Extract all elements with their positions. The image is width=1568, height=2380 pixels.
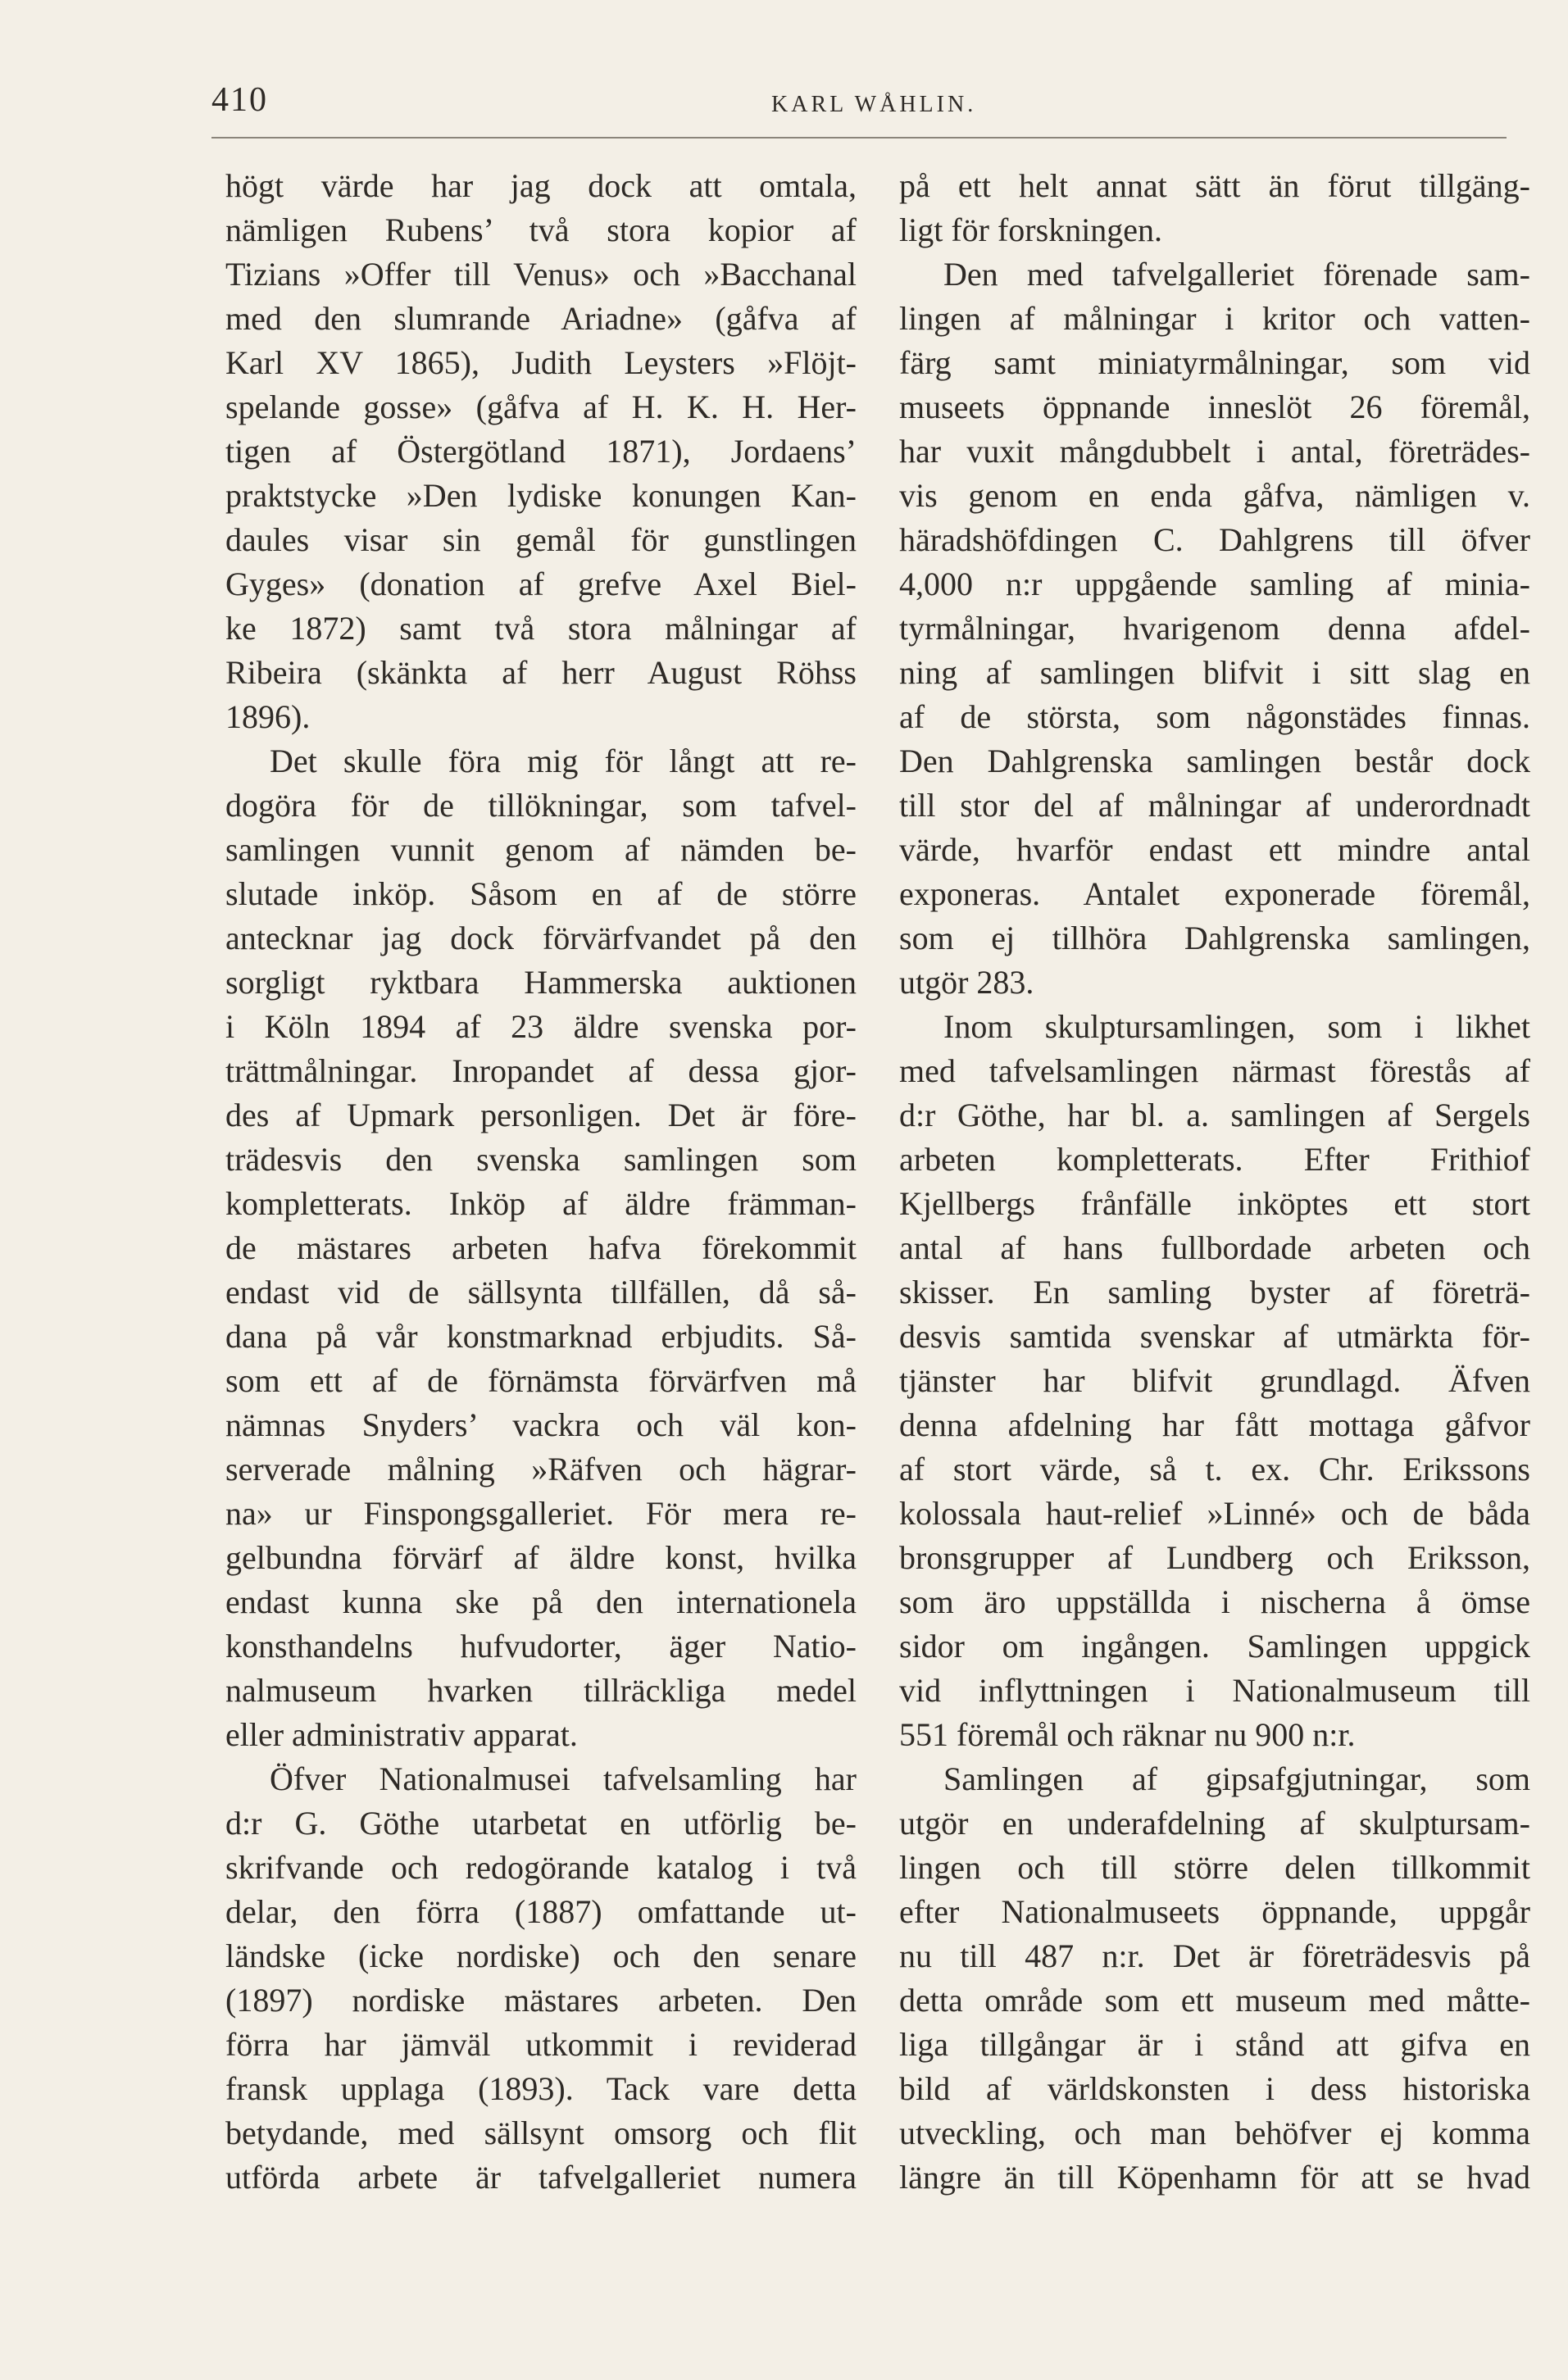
text-line: Samlingen af gipsafgjutningar, som bbox=[943, 1760, 1530, 1797]
text-line: ligt för forskningen. bbox=[899, 211, 1163, 248]
text-line: samlingen vunnit genom af nämden be- bbox=[225, 831, 857, 868]
text-line: ländske (icke nordiske) och den senare bbox=[225, 1937, 857, 1974]
text-line: Tizians »Offer till Venus» och »Bacchanal bbox=[225, 256, 857, 293]
left-column bbox=[225, 164, 857, 2200]
text-line: på ett helt annat sätt än förut tillgäng- bbox=[899, 167, 1530, 204]
page-header bbox=[211, 80, 1507, 138]
text-line: vid inflyttningen i Nationalmuseum till bbox=[899, 1672, 1530, 1709]
text-line: ke 1872) samt två stora målningar af bbox=[225, 610, 857, 647]
text-line: na» ur Finspongsgalleriet. För mera re- bbox=[225, 1495, 857, 1532]
text-line: bild af världskonsten i dess historiska bbox=[899, 2070, 1530, 2107]
text-line: nämligen Rubens’ två stora kopior af bbox=[225, 211, 857, 248]
text-line: bronsgrupper af Lundberg och Eriksson, bbox=[899, 1539, 1530, 1576]
text-line: värde, hvarför endast ett mindre antal bbox=[899, 831, 1530, 868]
text-line: skrifvande och redogörande katalog i två bbox=[225, 1849, 857, 1886]
text-line: slutade inköp. Såsom en af de större bbox=[225, 875, 857, 912]
text-line: som ett af de förnämsta förvärfven må bbox=[225, 1362, 857, 1399]
text-line: högt värde har jag dock att omtala, bbox=[225, 167, 857, 204]
text-line: tyrmålningar, hvarigenom denna afdel- bbox=[899, 610, 1530, 647]
text-line: tjänster har blifvit grundlagd. Äfven bbox=[899, 1362, 1530, 1399]
text-line: 4,000 n:r uppgående samling af minia- bbox=[899, 565, 1530, 602]
text-line: Ribeira (skänkta af herr August Röhss bbox=[225, 654, 857, 691]
text-line: vis genom en enda gåfva, nämligen v. bbox=[899, 477, 1530, 514]
text-line: Karl XV 1865), Judith Leysters »Flöjt- bbox=[225, 344, 857, 381]
running-head: KARL WÅHLIN. bbox=[771, 92, 977, 117]
text-line: nu till 487 n:r. Det är företrädesvis på bbox=[899, 1937, 1530, 1974]
text-line: exponeras. Antalet exponerade föremål, bbox=[899, 875, 1530, 912]
text-line: i Köln 1894 af 23 äldre svenska por- bbox=[225, 1008, 857, 1045]
text-line: längre än till Köpenhamn för att se hvad bbox=[899, 2159, 1530, 2196]
header-rule bbox=[211, 137, 1507, 139]
text-line: dogöra för de tillökningar, som tafvel- bbox=[225, 787, 857, 824]
text-line: praktstycke »Den lydiske konungen Kan- bbox=[225, 477, 857, 514]
text-line: dana på vår konstmarknad erbjudits. Så- bbox=[225, 1318, 857, 1355]
text-line: detta område som ett museum med måtte- bbox=[899, 1982, 1530, 2019]
text-line: (1897) nordiske mästares arbeten. Den bbox=[225, 1982, 857, 2019]
text-line: sorgligt ryktbara Hammerska auktionen bbox=[225, 964, 857, 1001]
text-line: gelbundna förvärf af äldre konst, hvilka bbox=[225, 1539, 857, 1576]
text-line: har vuxit mångdubbelt i antal, företrädes- bbox=[899, 433, 1530, 470]
text-line: endast vid de sällsynta tillfällen, då så- bbox=[225, 1274, 857, 1310]
text-line: spelande gosse» (gåfva af H. K. H. Her- bbox=[225, 388, 857, 425]
text-line: delar, den förra (1887) omfattande ut- bbox=[225, 1893, 857, 1930]
text-line: trättmålningar. Inropandet af dessa gjor- bbox=[225, 1052, 857, 1089]
text-line: desvis samtida svenskar af utmärkta för- bbox=[899, 1318, 1530, 1355]
text-line: antecknar jag dock förvärfvandet på den bbox=[225, 920, 857, 956]
text-line: utveckling, och man behöfver ej komma bbox=[899, 2114, 1530, 2151]
text-line: denna afdelning har fått mottaga gåfvor bbox=[899, 1406, 1530, 1443]
text-line: tigen af Östergötland 1871), Jordaens’ bbox=[225, 433, 857, 470]
text-line: museets öppnande inneslöt 26 föremål, bbox=[899, 388, 1530, 425]
text-line: Gyges» (donation af grefve Axel Biel- bbox=[225, 565, 857, 602]
text-line: eller administrativ apparat. bbox=[225, 1716, 578, 1753]
text-line: lingen och till större delen tillkommit bbox=[899, 1849, 1530, 1886]
text-line: utförda arbete är tafvelgalleriet numera bbox=[225, 2159, 857, 2196]
text-line: liga tillgångar är i stånd att gifva en bbox=[899, 2026, 1530, 2063]
text-line: nämnas Snyders’ vackra och väl kon- bbox=[225, 1406, 857, 1443]
text-line: Kjellbergs frånfälle inköptes ett stort bbox=[899, 1185, 1530, 1222]
text-line: efter Nationalmuseets öppnande, uppgår bbox=[899, 1893, 1530, 1930]
text-line: nalmuseum hvarken tillräckliga medel bbox=[225, 1672, 857, 1709]
text-line: antal af hans fullbordade arbeten och bbox=[899, 1229, 1530, 1266]
text-line: utgör 283. bbox=[899, 964, 1034, 1001]
text-line: Öfver Nationalmusei tafvelsamling har bbox=[270, 1760, 857, 1797]
text-line: serverade målning »Räfven och hägrar- bbox=[225, 1451, 857, 1488]
text-line: ning af samlingen blifvit i sitt slag en bbox=[899, 654, 1530, 691]
text-line: Den med tafvelgalleriet förenade sam- bbox=[943, 256, 1530, 293]
text-line: som äro uppställda i nischerna å ömse bbox=[899, 1583, 1530, 1620]
text-line: häradshöfdingen C. Dahlgrens till öfver bbox=[899, 521, 1530, 558]
text-line: till stor del af målningar af underordnadt bbox=[899, 787, 1530, 824]
text-line: kompletterats. Inköp af äldre främman- bbox=[225, 1185, 857, 1222]
text-line: af stort värde, så t. ex. Chr. Erikssons bbox=[899, 1451, 1530, 1488]
text-line: utgör en underafdelning af skulptursam- bbox=[899, 1805, 1530, 1842]
text-line: som ej tillhöra Dahlgrenska samlingen, bbox=[899, 920, 1530, 956]
text-line: 551 föremål och räknar nu 900 n:r. bbox=[899, 1716, 1356, 1753]
text-line: lingen af målningar i kritor och vatten- bbox=[899, 300, 1530, 337]
text-line: af de största, som någonstädes finnas. bbox=[899, 698, 1530, 735]
page-number: 410 bbox=[211, 81, 268, 119]
text-line: des af Upmark personligen. Det är före- bbox=[225, 1097, 857, 1133]
text-line: Inom skulptursamlingen, som i likhet bbox=[943, 1008, 1530, 1045]
text-line: daules visar sin gemål för gunstlingen bbox=[225, 521, 857, 558]
text-line: de mästares arbeten hafva förekommit bbox=[225, 1229, 857, 1266]
text-line: 1896). bbox=[225, 698, 311, 735]
text-line: färg samt miniatyrmålningar, som vid bbox=[899, 344, 1530, 381]
text-line: endast kunna ske på den internationela bbox=[225, 1583, 857, 1620]
text-line: arbeten kompletterats. Efter Frithiof bbox=[899, 1141, 1530, 1178]
text-line: konsthandelns hufvudorter, äger Natio- bbox=[225, 1628, 857, 1665]
text-line: med tafvelsamlingen närmast förestås af bbox=[899, 1052, 1530, 1089]
text-line: Det skulle föra mig för långt att re- bbox=[270, 743, 857, 779]
text-line: sidor om ingången. Samlingen uppgick bbox=[899, 1628, 1530, 1665]
text-line: trädesvis den svenska samlingen som bbox=[225, 1141, 857, 1178]
right-column bbox=[899, 164, 1530, 2200]
text-line: d:r Göthe, har bl. a. samlingen af Sergels bbox=[899, 1097, 1530, 1133]
text-line: betydande, med sällsynt omsorg och flit bbox=[225, 2114, 857, 2151]
text-line: Den Dahlgrenska samlingen består dock bbox=[899, 743, 1530, 779]
text-line: kolossala haut-relief »Linné» och de båda bbox=[899, 1495, 1530, 1532]
text-line: fransk upplaga (1893). Tack vare detta bbox=[225, 2070, 857, 2107]
text-line: med den slumrande Ariadne» (gåfva af bbox=[225, 300, 857, 337]
text-line: d:r G. Göthe utarbetat en utförlig be- bbox=[225, 1805, 857, 1842]
text-line: förra har jämväl utkommit i reviderad bbox=[225, 2026, 857, 2063]
text-line: skisser. En samling byster af företrä- bbox=[899, 1274, 1530, 1310]
